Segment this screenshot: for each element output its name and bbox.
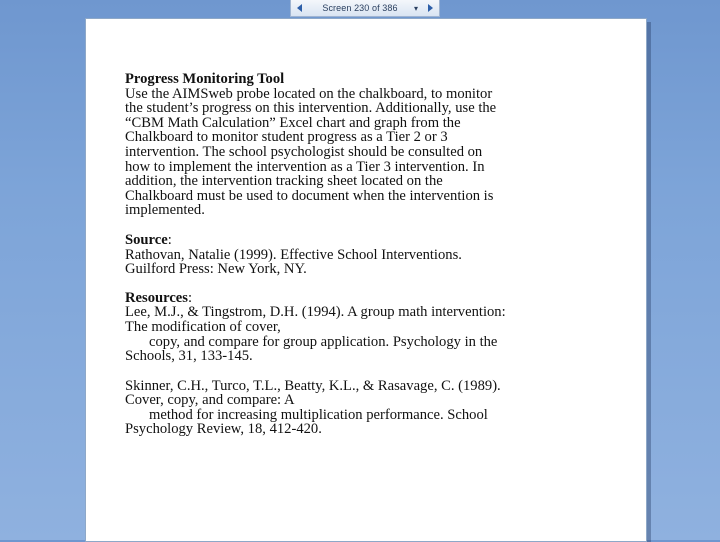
body-line: Chalkboard to monitor student progress as a Tier 2 or 3 [125, 129, 448, 146]
body-line: Chalkboard must be used to document when the intervention is [125, 187, 494, 204]
resource-line: Skinner, C.H., Turco, T.L., Beatty, K.L., & Rasavage, C. (1989). [125, 377, 501, 394]
resources-heading: Resources [125, 289, 188, 306]
body-line: the student’s progress on this intervention. Additionally, use the [125, 100, 497, 117]
previous-screen-button[interactable] [291, 0, 309, 16]
document-content [125, 72, 625, 437]
source-heading-colon: : [167, 231, 172, 248]
body-line: how to implement the intervention as a Tier 3 intervention. In [125, 158, 485, 175]
paragraph-spacer [125, 218, 625, 233]
body-line: intervention. The school psychologist should be consulted on [125, 143, 483, 160]
resource-line: Psychology Review, 18, 412-420. [125, 421, 322, 438]
next-screen-button[interactable] [421, 0, 439, 16]
paragraph-spacer [125, 364, 625, 379]
body-line: Use the AIMSweb probe located on the chalkboard, to monitor [125, 85, 493, 102]
paragraph-spacer [125, 277, 625, 291]
screen-menu-dropdown[interactable] [411, 0, 421, 16]
screen-counter-label: Screen 230 of 386 [322, 3, 398, 13]
chevron-down-icon: ▾ [413, 3, 418, 13]
resource-line: Schools, 31, 133-145. [125, 348, 253, 365]
document-page [85, 18, 647, 542]
source-line: Guilford Press: New York, NY. [125, 261, 307, 278]
screen-navigation-bar [290, 0, 440, 17]
resource-line-indented: method for increasing multiplication performance. School [149, 406, 488, 423]
source-heading: Source [125, 231, 168, 248]
body-line: implemented. [125, 202, 205, 219]
resources-heading-line [125, 291, 625, 306]
section-heading-progress-monitoring: Progress Monitoring Tool [125, 71, 285, 87]
resource-line: Lee, M.J., & Tingstrom, D.H. (1994). A group math intervention: [125, 304, 506, 321]
resource-line-indented: copy, and compare for group application. Psychology in the [149, 333, 498, 350]
source-line: Rathovan, Natalie (1999). Effective School Interventions. [125, 246, 462, 263]
arrow-right-icon [425, 3, 435, 13]
resource-line: Cover, copy, and compare: A [125, 392, 295, 409]
resources-heading-colon: : [187, 289, 193, 306]
arrow-left-icon [295, 3, 305, 13]
source-heading-line [125, 233, 625, 248]
body-line: “CBM Math Calculation” Excel chart and graph from the [125, 114, 461, 131]
resource-line: The modification of cover, [125, 318, 281, 335]
body-line: addition, the intervention tracking sheet located on the [125, 173, 443, 190]
